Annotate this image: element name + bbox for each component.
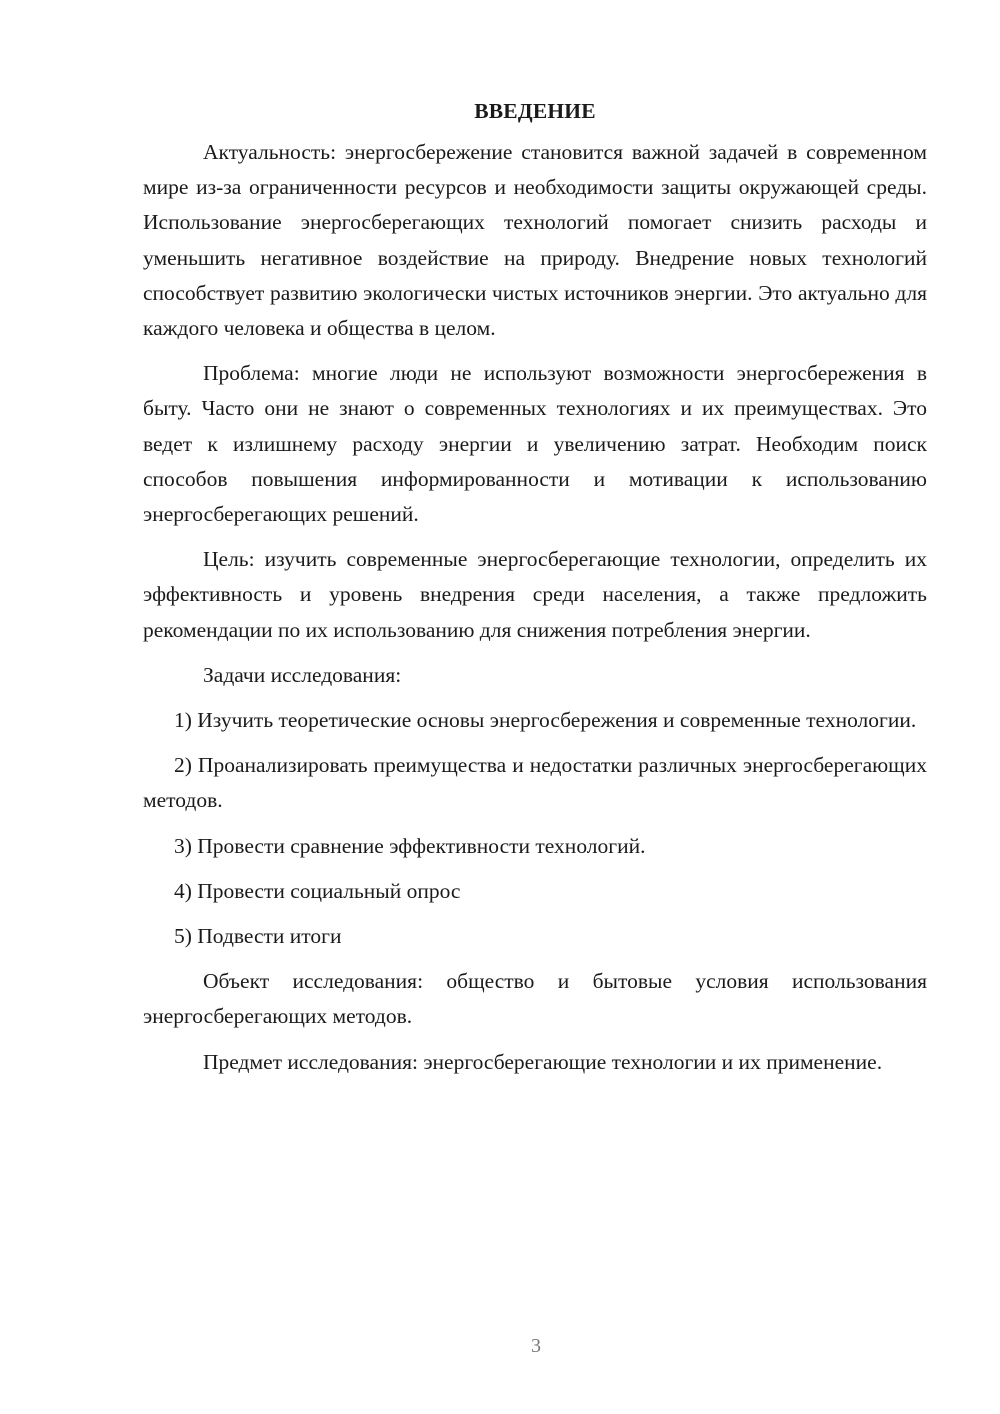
task-item-5: 5) Подвести итоги — [174, 924, 342, 949]
page-title: ВВЕДЕНИЕ — [474, 99, 596, 123]
task-item-3: 3) Провести сравнение эффективности технологий. — [174, 833, 646, 858]
research-subject-paragraph: Предмет исследования: энергосберегающие технологии и их применение. — [203, 1049, 883, 1074]
task-item-1: 1) Изучить теоретические основы энергосбережения и современные технологии. — [174, 708, 917, 733]
relevance-paragraph: Актуальность: энергосбережение становится важной задачей в современном мире из-за ограниченности ресурсов и необходимости защиты окружающей среды. Использование энергосберегающих технологий помогает снизить расходы и уменьшить негативное воздействие на природу. Внедрение новых технологий способствует развитию экологически чистых источников энергии. Это актуально для каждого человека и общества в целом. — [143, 140, 927, 341]
page-number: 3 — [531, 1335, 541, 1357]
task-item-2: 2) Проанализировать преимущества и недостатки различных энергосберегающих методов. — [143, 753, 927, 813]
goal-paragraph: Цель: изучить современные энергосберегающие технологии, определить их эффективность и уровень внедрения среди населения, а также предложить рекомендации по их использованию для снижения потребления энергии. — [143, 547, 927, 642]
tasks-heading: Задачи исследования: — [203, 662, 402, 687]
page-content — [143, 93, 927, 1090]
task-item-4: 4) Провести социальный опрос — [174, 878, 461, 903]
problem-paragraph: Проблема: многие люди не используют возможности энергосбережения в быту. Часто они не знают о современных технологиях и их преимуществах. Это ведет к излишнему расходу энергии и увеличению затрат. Необходим поиск способов повышения информированности и мотивации к использованию энергосберегающих решений. — [143, 361, 927, 527]
research-object-paragraph: Объект исследования: общество и бытовые условия использования энергосберегающих методов. — [143, 969, 927, 1029]
